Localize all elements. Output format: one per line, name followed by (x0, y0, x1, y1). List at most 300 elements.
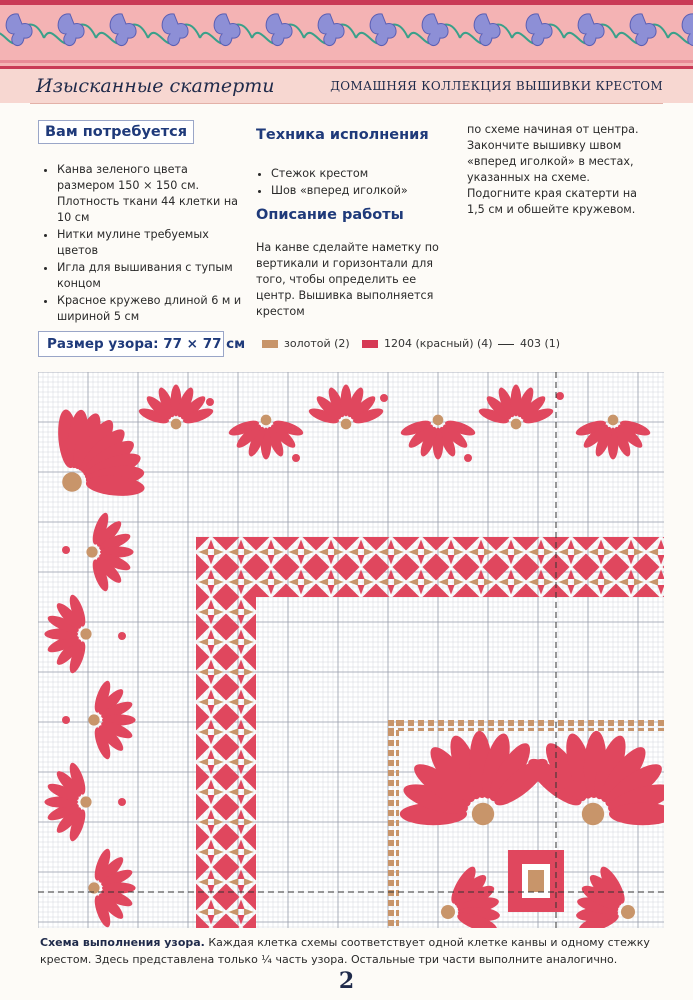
center-fan-motif (576, 863, 635, 928)
gold-frame-stitch (388, 730, 394, 736)
block-triangle (327, 539, 334, 549)
block-triangle (333, 567, 347, 581)
block-triangle (243, 747, 257, 761)
block-triangle (573, 584, 587, 598)
block-triangle (333, 554, 347, 568)
block-triangle (646, 554, 660, 568)
gold-frame-stitch (388, 740, 394, 746)
block-triangle (597, 555, 604, 565)
block-triangle (267, 585, 274, 595)
block-triangle (244, 668, 254, 675)
block-triangle (237, 659, 244, 669)
block-triangle (597, 585, 604, 595)
gold-frame-stitch (498, 728, 504, 731)
block-triangle (586, 584, 600, 598)
fan-center (621, 905, 635, 919)
block-triangle (213, 884, 227, 898)
legend-label: 403 (1) (520, 337, 561, 350)
gold-frame-stitch (388, 770, 394, 776)
block-triangle (196, 614, 210, 628)
block-triangle (207, 825, 214, 835)
gold-frame-stitch (618, 728, 624, 731)
gold-frame-stitch (508, 720, 514, 726)
block-triangle (213, 927, 227, 928)
block-triangle (297, 555, 304, 565)
block-triangle (603, 584, 617, 598)
block-triangle (243, 657, 257, 671)
border-fan-motif (88, 679, 135, 761)
materials-list (42, 162, 242, 326)
block-triangle (507, 539, 514, 549)
block-triangle (477, 539, 484, 549)
block-triangle (226, 567, 240, 581)
border-dot (292, 454, 300, 462)
block-triangle (213, 914, 227, 928)
block-triangle (226, 747, 240, 761)
block-triangle (196, 824, 210, 838)
block-triangle (214, 788, 224, 795)
block-triangle (507, 585, 514, 595)
border-dot (118, 798, 126, 806)
block-triangle (423, 554, 437, 568)
block-triangle (226, 674, 240, 688)
block-triangle (214, 608, 224, 615)
fan-center (86, 546, 97, 557)
gold-frame-stitch (508, 728, 514, 731)
gold-frame-stitch (388, 910, 394, 916)
block-triangle (357, 555, 364, 565)
block-triangle (453, 537, 467, 551)
block-triangle (243, 704, 257, 718)
block-triangle (243, 554, 257, 568)
fan-center (608, 415, 619, 426)
block-triangle (196, 674, 210, 688)
block-triangle (357, 585, 364, 595)
block-triangle (226, 897, 240, 911)
block-triangle (243, 794, 257, 808)
block-triangle (627, 569, 634, 579)
materials-item: • Красное кружево длиной 6 м и шириной 5 см (57, 293, 242, 325)
block-triangle (244, 608, 254, 615)
top-ornament-banner (0, 0, 693, 69)
block-triangle (196, 734, 210, 748)
block-triangle (207, 779, 214, 789)
block-triangle (237, 675, 244, 685)
block-triangle (243, 884, 257, 898)
block-triangle (393, 554, 407, 568)
block-triangle (258, 578, 268, 585)
block-triangle (436, 537, 450, 551)
block-triangle (213, 777, 227, 791)
pattern-size-label: Размер узора: 77 × 77 см (47, 336, 246, 352)
gold-frame-stitch (588, 720, 594, 726)
gold-frame-stitch (396, 840, 399, 846)
block-triangle (573, 554, 587, 568)
block-triangle (334, 578, 344, 585)
block-triangle (543, 554, 557, 568)
gold-frame-stitch (418, 728, 424, 731)
block-triangle (226, 644, 240, 658)
block-triangle (573, 537, 587, 551)
block-triangle (543, 567, 557, 581)
block-triangle (526, 537, 540, 551)
gold-frame-stitch (498, 720, 504, 726)
gold-frame-stitch (418, 720, 424, 726)
block-triangle (226, 554, 240, 568)
gold-frame-stitch (628, 720, 634, 726)
block-triangle (603, 537, 617, 551)
block-triangle (196, 794, 210, 808)
block-triangle (196, 777, 210, 791)
gold-frame-stitch (478, 728, 484, 731)
description-text-part2: по схеме начиная от центра. Закончите вышивку швом «вперед иголкой» в местах, указанных на схеме. Подогните края скатерти на 1,5 см и обшейте кружевом. (467, 123, 639, 216)
legend-item-line (498, 337, 560, 350)
fan-center (80, 628, 91, 639)
block-triangle (237, 765, 244, 775)
block-triangle (243, 537, 257, 551)
block-triangle (207, 795, 214, 805)
gold-frame-stitch (396, 900, 399, 906)
block-triangle (196, 854, 210, 868)
block-triangle (303, 554, 317, 568)
block-triangle (477, 585, 484, 595)
fan-center (441, 905, 455, 919)
block-triangle (196, 687, 210, 701)
block-triangle (207, 839, 214, 849)
technique-item: • Стежок крестом (271, 166, 456, 182)
block-triangle (213, 854, 227, 868)
block-triangle (207, 749, 214, 759)
gold-frame-stitch (428, 728, 434, 731)
block-triangle (496, 584, 510, 598)
description-title: Описание работы (256, 207, 404, 223)
block-triangle (387, 555, 394, 565)
block-triangle (286, 567, 300, 581)
block-triangle (447, 555, 454, 565)
block-triangle (213, 657, 227, 671)
block-triangle (453, 567, 467, 581)
block-triangle (213, 764, 227, 778)
gold-frame-stitch (458, 728, 464, 731)
block-triangle (258, 548, 268, 555)
block-triangle (207, 629, 214, 639)
block-triangle (214, 578, 224, 585)
block-triangle (196, 567, 210, 581)
gold-frame-stitch (598, 720, 604, 726)
block-triangle (243, 597, 257, 611)
block-triangle (483, 537, 497, 551)
gold-frame-stitch (388, 790, 394, 796)
block-triangle (543, 584, 557, 598)
block-triangle (214, 758, 224, 765)
block-triangle (213, 597, 227, 611)
block-triangle (393, 537, 407, 551)
gold-frame-stitch (648, 728, 654, 731)
gold-frame-stitch (468, 728, 474, 731)
block-triangle (526, 554, 540, 568)
block-triangle (273, 584, 287, 598)
block-triangle (567, 539, 574, 549)
block-triangle (226, 764, 240, 778)
block-triangle (423, 584, 437, 598)
chart-caption (40, 934, 666, 968)
materials-heading (38, 124, 194, 140)
block-triangle (333, 537, 347, 551)
block-triangle (226, 537, 240, 551)
block-triangle (226, 854, 240, 868)
block-triangle (514, 578, 524, 585)
block-triangle (243, 914, 257, 928)
block-triangle (273, 537, 287, 551)
block-triangle (243, 687, 257, 701)
block-triangle (406, 567, 420, 581)
caption-bold: Схема выполнения узора. (40, 936, 205, 949)
block-triangle (436, 567, 450, 581)
block-triangle (537, 569, 544, 579)
gold-frame-stitch (396, 730, 399, 736)
block-triangle (304, 578, 314, 585)
block-triangle (196, 747, 210, 761)
block-triangle (267, 555, 274, 565)
block-triangle (207, 869, 214, 879)
block-triangle (226, 824, 240, 838)
block-triangle (237, 839, 244, 849)
block-triangle (196, 554, 210, 568)
block-triangle (207, 855, 214, 865)
block-triangle (226, 584, 240, 598)
block-triangle (274, 578, 284, 585)
block-triangle (544, 578, 554, 585)
block-triangle (484, 578, 494, 585)
block-triangle (214, 728, 224, 735)
block-triangle (586, 567, 600, 581)
block-triangle (213, 674, 227, 688)
gold-frame-stitch (396, 870, 399, 876)
block-triangle (214, 668, 224, 675)
block-triangle (237, 599, 244, 609)
block-triangle (213, 717, 227, 731)
gold-frame-stitch (388, 800, 394, 806)
block-triangle (226, 734, 240, 748)
border-dot (206, 398, 214, 406)
legend-swatch-red (362, 340, 378, 348)
technique-item: • Шов «вперед иголкой» (271, 183, 456, 199)
block-triangle (526, 567, 540, 581)
gold-frame-stitch (388, 890, 394, 896)
block-triangle (243, 674, 257, 688)
block-triangle (376, 554, 390, 568)
block-triangle (243, 807, 257, 821)
block-triangle (243, 854, 257, 868)
block-triangle (213, 837, 227, 851)
block-triangle (387, 539, 394, 549)
block-triangle (213, 824, 227, 838)
gold-frame-stitch (618, 720, 624, 726)
block-triangle (586, 537, 600, 551)
gold-frame-stitch (548, 728, 554, 731)
block-triangle (603, 567, 617, 581)
gold-frame-stitch (518, 720, 524, 726)
legend-label: золотой (2) (284, 337, 350, 350)
block-triangle (436, 584, 450, 598)
block-triangle (244, 758, 254, 765)
block-triangle (243, 897, 257, 911)
block-triangle (213, 734, 227, 748)
block-triangle (243, 867, 257, 881)
block-triangle (363, 567, 377, 581)
block-triangle (213, 807, 227, 821)
gold-frame-stitch (388, 880, 394, 886)
block-triangle (244, 908, 254, 915)
block-triangle (387, 569, 394, 579)
gold-frame-stitch (518, 728, 524, 731)
block-triangle (646, 567, 660, 581)
border-dot (556, 392, 564, 400)
block-triangle (597, 539, 604, 549)
block-triangle (556, 554, 570, 568)
block-triangle (316, 537, 330, 551)
block-triangle (288, 548, 298, 555)
block-triangle (207, 555, 214, 565)
gold-frame-stitch (528, 720, 534, 726)
block-triangle (213, 614, 227, 628)
block-triangle (297, 539, 304, 549)
border-dot (464, 454, 472, 462)
block-triangle (603, 554, 617, 568)
block-triangle (454, 548, 464, 555)
gold-frame-stitch (388, 840, 394, 846)
block-triangle (226, 884, 240, 898)
gold-frame-stitch (396, 800, 399, 806)
block-triangle (424, 548, 434, 555)
block-triangle (267, 539, 274, 549)
block-triangle (237, 885, 244, 895)
gold-frame-stitch (478, 720, 484, 726)
block-triangle (243, 567, 257, 581)
gold-frame-stitch (388, 870, 394, 876)
block-triangle (243, 627, 257, 641)
block-triangle (513, 537, 527, 551)
block-triangle (334, 548, 344, 555)
block-triangle (513, 554, 527, 568)
block-triangle (226, 777, 240, 791)
fan-center (62, 472, 82, 492)
block-triangle (304, 548, 314, 555)
block-triangle (237, 629, 244, 639)
block-triangle (567, 585, 574, 595)
block-triangle (507, 555, 514, 565)
block-triangle (346, 567, 360, 581)
block-triangle (256, 537, 270, 551)
fan-center (472, 803, 494, 825)
block-triangle (243, 837, 257, 851)
materials-item: • Нитки мулине требуемых цветов (57, 227, 242, 259)
gold-frame-stitch (488, 720, 494, 726)
border-dot (118, 632, 126, 640)
block-triangle (297, 569, 304, 579)
block-triangle (303, 567, 317, 581)
header-divider (30, 103, 663, 104)
gold-frame-stitch (388, 820, 394, 826)
fan-center (88, 714, 99, 725)
border-dot (62, 716, 70, 724)
block-triangle (207, 705, 214, 715)
block-triangle (214, 878, 224, 885)
gold-frame-stitch (598, 728, 604, 731)
block-triangle (616, 567, 630, 581)
block-triangle (196, 884, 210, 898)
block-triangle (496, 554, 510, 568)
block-triangle (477, 555, 484, 565)
block-triangle (243, 584, 257, 598)
block-triangle (243, 644, 257, 658)
block-triangle (616, 584, 630, 598)
block-triangle (213, 584, 227, 598)
block-triangle (196, 897, 210, 911)
block-triangle (244, 578, 254, 585)
block-triangle (376, 567, 390, 581)
fan-center (511, 419, 522, 430)
fan-center (341, 419, 352, 430)
block-triangle (237, 569, 244, 579)
block-triangle (243, 614, 257, 628)
legend-item-red (362, 337, 493, 350)
fan-center (582, 803, 604, 825)
block-triangle (244, 698, 254, 705)
block-triangle (394, 548, 404, 555)
block-triangle (627, 555, 634, 565)
gold-frame-stitch (408, 728, 414, 731)
gold-frame-stitch (396, 890, 399, 896)
block-triangle (417, 569, 424, 579)
block-triangle (213, 794, 227, 808)
block-triangle (406, 554, 420, 568)
technique-list (256, 166, 456, 200)
block-triangle (213, 867, 227, 881)
block-triangle (213, 644, 227, 658)
block-triangle (207, 659, 214, 669)
gold-frame-stitch (396, 820, 399, 826)
gold-frame-stitch (428, 720, 434, 726)
block-triangle (417, 539, 424, 549)
caption-text: Каждая клетка схемы соответствует одной клетке канвы и одному стежку крестом. Здесь представлена только ¼ часть узора. Остальные три части выполните аналогично. (40, 936, 650, 966)
gold-frame-stitch (388, 900, 394, 906)
block-triangle (357, 539, 364, 549)
block-triangle (483, 567, 497, 581)
block-triangle (207, 585, 214, 595)
running-header (0, 69, 693, 103)
fan-center (261, 415, 272, 426)
block-triangle (616, 554, 630, 568)
block-triangle (394, 578, 404, 585)
block-triangle (634, 548, 644, 555)
block-triangle (393, 584, 407, 598)
block-triangle (207, 765, 214, 775)
block-triangle (466, 584, 480, 598)
gold-frame-stitch (396, 760, 399, 766)
block-triangle (447, 585, 454, 595)
block-triangle (417, 555, 424, 565)
gold-frame-stitch (568, 720, 574, 726)
gold-frame-stitch (396, 910, 399, 916)
block-triangle (237, 749, 244, 759)
section-title: Изысканные скатерти (36, 75, 275, 97)
gold-frame-stitch (396, 860, 399, 866)
block-triangle (207, 569, 214, 579)
block-triangle (327, 569, 334, 579)
block-triangle (363, 584, 377, 598)
block-triangle (556, 567, 570, 581)
